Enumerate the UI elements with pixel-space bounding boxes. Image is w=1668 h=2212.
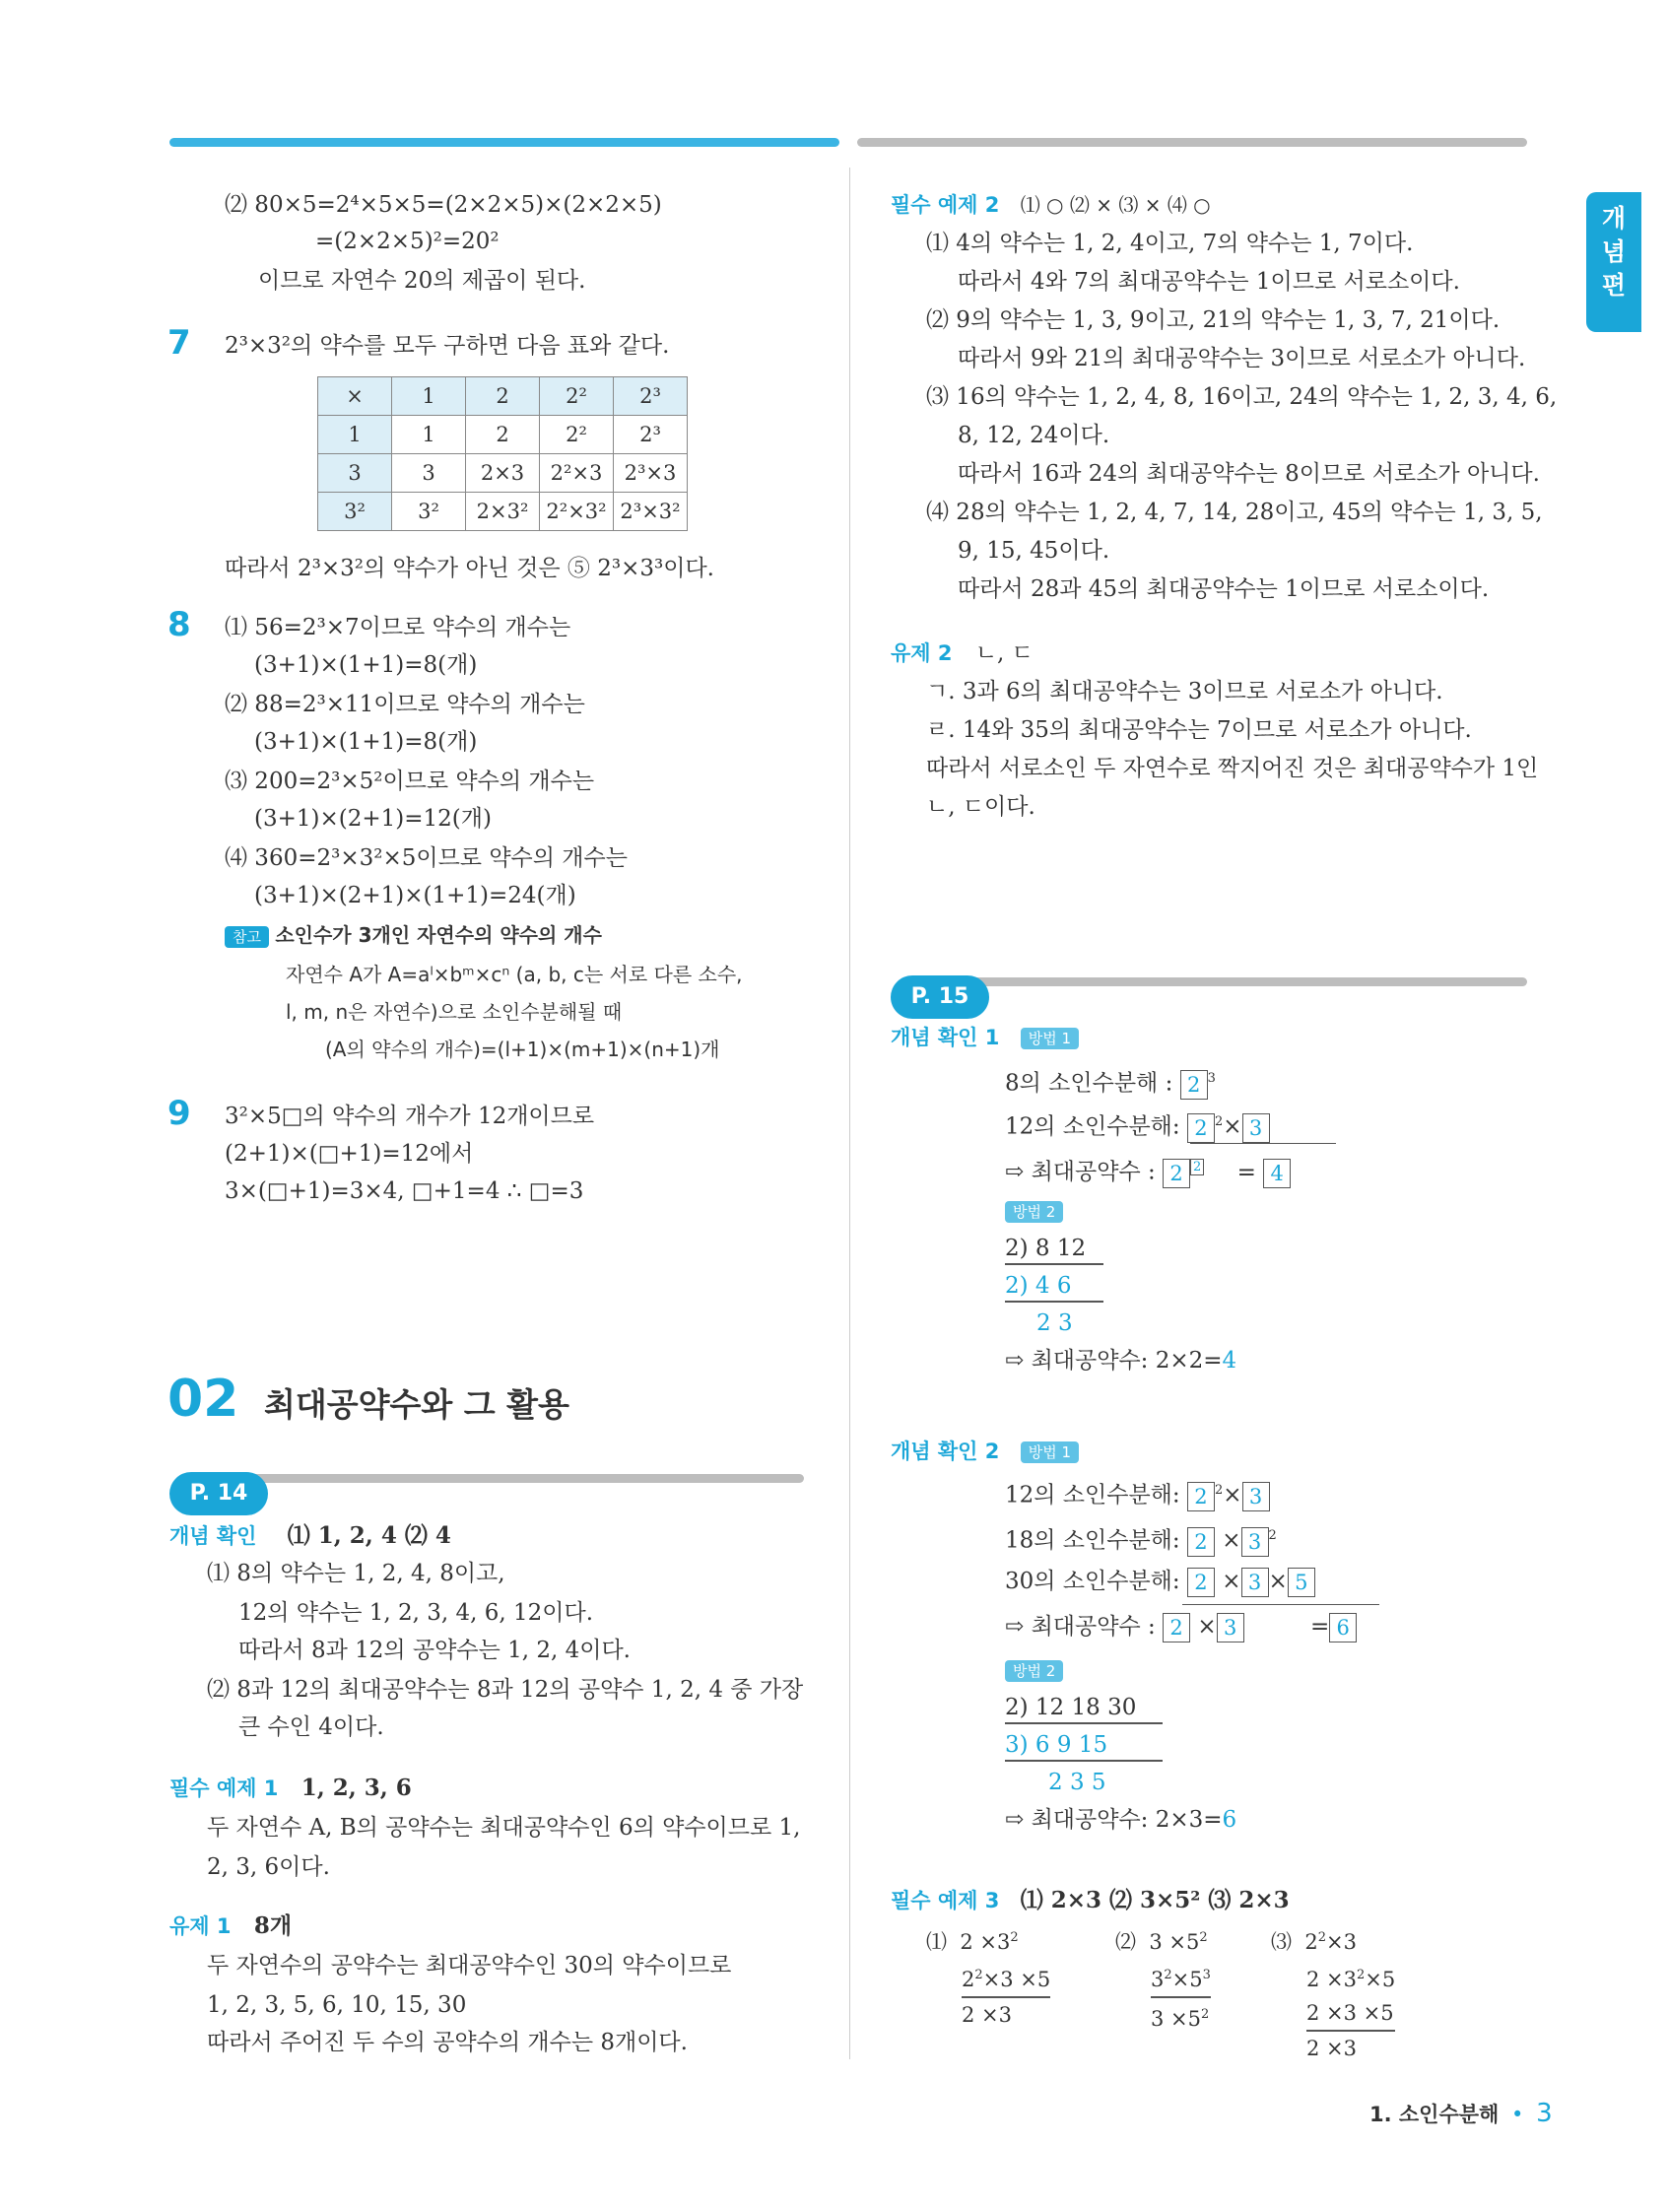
p6-line-3: 이므로 자연수 20의 제곱이 된다.	[258, 268, 586, 294]
c1-result-value: 4	[1222, 1348, 1237, 1374]
c1-div-3: 2 3	[1036, 1310, 1073, 1336]
c2-method1: 방법 1	[1021, 1441, 1079, 1463]
ex3-work-3: ⑶ $2^2\times 3$ $2 \times 3^2\times 5$ 2 ×3 ×5 2 ×3	[1271, 1930, 1396, 2060]
sim1-header	[169, 1911, 292, 1941]
sim2-line-3: 따라서 서로소인 두 자연수로 짝지어진 것은 최대공약수가 1인	[926, 756, 1539, 781]
c1-box: 2	[1163, 1159, 1190, 1188]
c2-label: 개념 확인 2	[891, 1440, 1000, 1463]
ex1-label: 필수 예제 1	[169, 1776, 279, 1800]
concept-label: 개념 확인	[169, 1524, 257, 1548]
ex1-line-2: 2, 3, 6이다.	[207, 1854, 330, 1880]
q8-line-6: (3+1)×(2+1)=12(개)	[254, 806, 492, 832]
c2-result	[1005, 1805, 1236, 1835]
divisor-table: × 1 2 2² 2³ 1 1 2 2² 2³ 3 3 2×3 2²×3 2³×3 3² 3² 2×3² 2²×3² 2³×3²	[317, 376, 688, 531]
p15-bar	[966, 977, 1527, 986]
ex2-line-7: 따라서 16과 24의 최대공약수는 8이므로 서로소가 아니다.	[958, 461, 1540, 487]
note-line-3: (A의 약수의 개수)=(l+1)×(m+1)×(n+1)개	[325, 1038, 720, 1061]
ex3-answer: ⑴ 2×3 ⑵ 3×5² ⑶ 2×3	[1020, 1887, 1290, 1913]
c2-div-1: 2) 12 18 30	[1005, 1693, 1163, 1724]
q8-line-2: (3+1)×(1+1)=8(개)	[254, 652, 478, 678]
q9-line-3: 3×(□+1)=3×4, □+1=4 ∴ □=3	[225, 1178, 584, 1204]
c2-answer-box: 6	[1329, 1613, 1357, 1642]
ex1-answer: 1, 2, 3, 6	[300, 1775, 412, 1801]
c2-row-3: 30의 소인수분해: 2 × 3 × 5	[1005, 1567, 1315, 1597]
ex3-header	[891, 1886, 1290, 1915]
c2-r1-label: 12의 소인수분해:	[1005, 1482, 1180, 1508]
c1-rule	[1190, 1143, 1336, 1144]
c1-box: 2	[1187, 1113, 1215, 1143]
side-tab-label: 개 념 편	[1601, 204, 1627, 300]
c2-rule	[1182, 1604, 1379, 1605]
ex2-label: 필수 예제 2	[891, 193, 1000, 217]
c2-r3-label: 30의 소인수분해:	[1005, 1569, 1180, 1594]
q8-line-1: ⑴ 56=2³×7이므로 약수의 개수는	[225, 615, 571, 640]
q8-number: 8	[167, 605, 191, 644]
concept-answer: ⑴ 1, 2, 4 ⑵ 4	[287, 1522, 451, 1549]
concept-line-1: ⑴ 8의 약수는 1, 2, 4, 8이고,	[207, 1561, 505, 1586]
c1-row-1: 8의 소인수분해 : 2 $^3$	[1005, 1064, 1216, 1100]
footer: 1. 소인수분해 • 3	[1369, 2099, 1553, 2128]
q9-line-2: (2+1)×(□+1)=12에서	[225, 1141, 474, 1167]
q8-line-3: ⑵ 88=2³×11이므로 약수의 개수는	[225, 692, 585, 717]
ex2-line-1: ⑴ 4의 약수는 1, 2, 4이고, 7의 약수는 1, 7이다.	[926, 231, 1414, 256]
p6-line-1: ⑵ 80×5=2⁴×5×5=(2×2×5)×(2×2×5)	[225, 192, 662, 218]
c2-div-2: 3) 6 9 15	[1005, 1730, 1163, 1762]
ex2-line-6: 8, 12, 24이다.	[958, 423, 1110, 448]
c1-r3-label: ⇨ 최대공약수 :	[1005, 1159, 1156, 1185]
ex2-line-10: 따라서 28과 45의 최대공약수는 1이므로 서로소이다.	[958, 576, 1490, 602]
ex2-header	[891, 190, 1211, 220]
c1-result	[1005, 1346, 1236, 1375]
concept-line-4: ⑵ 8과 12의 최대공약수는 8과 12의 공약수 1, 2, 4 중 가장	[207, 1677, 804, 1703]
sim1-line-3: 따라서 주어진 두 수의 공약수의 개수는 8개이다.	[207, 2030, 688, 2055]
sim2-line-1: ㄱ. 3과 6의 최대공약수는 3이므로 서로소가 아니다.	[926, 679, 1443, 704]
c2-box: 2	[1187, 1568, 1215, 1597]
concept-line-2: 12의 약수는 1, 2, 3, 4, 6, 12이다.	[238, 1600, 594, 1626]
p14-pill: P. 14	[169, 1472, 268, 1515]
sim2-header	[891, 638, 1034, 668]
ex2-line-9: 9, 15, 45이다.	[958, 538, 1110, 564]
q9-number: 9	[167, 1094, 191, 1133]
ex1-header	[169, 1774, 412, 1803]
ex2-answer: ⑴ ○ ⑵ × ⑶ × ⑷ ○	[1020, 193, 1211, 217]
c1-method1: 방법 1	[1021, 1028, 1079, 1049]
ex3-work-1: ⑴ $2 \times 3^2$ $2^2\times 3 \times 5$ 2 ×3	[926, 1930, 1051, 2027]
c2-box: 3	[1242, 1482, 1270, 1511]
sim1-label: 유제 1	[169, 1914, 232, 1938]
c2-r4-label: ⇨ 최대공약수 :	[1005, 1614, 1156, 1640]
c2-box: 2	[1187, 1482, 1215, 1511]
c2-row-4: ⇨ 최대공약수 : 2 × 3 = 6	[1005, 1612, 1357, 1642]
q7-intro: 2³×3²의 약수를 모두 구하면 다음 표와 같다.	[225, 333, 670, 359]
c1-equals: =	[1236, 1159, 1256, 1185]
ex1-line-1: 두 자연수 A, B의 공약수는 최대공약수인 6의 약수이므로 1,	[207, 1815, 801, 1841]
q8-line-7: ⑷ 360=2³×3²×5이므로 약수의 개수는	[225, 845, 628, 871]
c1-box: 2	[1180, 1070, 1208, 1100]
concept-header	[169, 1521, 451, 1551]
top-bar-right	[857, 138, 1527, 147]
c2-box: 3	[1217, 1613, 1244, 1642]
c1-answer-box: 4	[1263, 1159, 1291, 1188]
c2-result-value: 6	[1222, 1807, 1237, 1833]
q9-line-1: 3²×5□의 약수의 개수가 12개이므로	[225, 1104, 595, 1129]
ex2-line-4: 따라서 9와 21의 최대공약수는 3이므로 서로소가 아니다.	[958, 346, 1526, 371]
q8-line-5: ⑶ 200=2³×5²이므로 약수의 개수는	[225, 769, 595, 794]
q8-line-8: (3+1)×(2+1)×(1+1)=24(개)	[254, 883, 576, 908]
ex3-work-2: ⑵ $3 \times 5^2$ $3^2\times 5^3$ $3 \times 5^2$	[1115, 1930, 1211, 2031]
note-line-1: 자연수 A가 A=aˡ×bᵐ×cⁿ (a, b, c는 서로 다른 소수,	[286, 963, 743, 986]
c2-method2-tag	[1005, 1655, 1063, 1685]
section-title: 최대공약수와 그 활용	[264, 1385, 569, 1424]
c1-method2-tag	[1005, 1196, 1063, 1226]
footer-chapter: 1. 소인수분해	[1369, 2103, 1500, 2126]
section-number: 02	[167, 1370, 239, 1429]
ex2-line-8: ⑷ 28의 약수는 1, 2, 4, 7, 14, 28이고, 45의 약수는 1, 3, 5,	[926, 500, 1543, 525]
c2-box: 3	[1241, 1527, 1269, 1557]
p14-bar	[246, 1474, 804, 1483]
ex3-label: 필수 예제 3	[891, 1889, 1000, 1912]
c2-r2-label: 18의 소인수분해:	[1005, 1527, 1180, 1554]
c1-result-text: ⇨ 최대공약수: 2×2=	[1005, 1348, 1223, 1374]
q8-note-header	[225, 920, 602, 950]
c1-div-2: 2) 4 6	[1005, 1271, 1103, 1303]
c2-div-3: 2 3 5	[1048, 1770, 1106, 1795]
top-bar-left	[169, 138, 839, 147]
sim2-label: 유제 2	[891, 641, 953, 665]
c2-box: 2	[1187, 1527, 1215, 1557]
note-line-2: l, m, n은 자연수)으로 소인수분해될 때	[286, 1000, 623, 1024]
ex2-line-5: ⑶ 16의 약수는 1, 2, 4, 8, 16이고, 24의 약수는 1, 2, 3, 4, 6,	[926, 384, 1558, 410]
c2-header	[891, 1437, 1079, 1466]
concept-line-5: 큰 수인 4이다.	[238, 1714, 384, 1740]
q7-number: 7	[167, 323, 191, 363]
c1-label: 개념 확인 1	[891, 1026, 1000, 1049]
c1-r1-label: 8의 소인수분해 :	[1005, 1070, 1173, 1097]
column-divider	[849, 168, 850, 2059]
note-tag: 참고	[225, 926, 269, 948]
concept-line-3: 따라서 8과 12의 공약수는 1, 2, 4이다.	[238, 1638, 631, 1663]
sim1-answer: 8개	[253, 1912, 293, 1939]
c1-method2: 방법 2	[1005, 1201, 1063, 1223]
footer-page-number: 3	[1536, 2099, 1553, 2128]
ex2-line-2: 따라서 4와 7의 최대공약수는 1이므로 서로소이다.	[958, 269, 1460, 295]
p6-line-2: =(2×2×5)²=20²	[315, 229, 500, 254]
note-title: 소인수가 3개인 자연수의 약수의 개수	[275, 923, 602, 947]
c1-header	[891, 1023, 1079, 1052]
c2-method2: 방법 2	[1005, 1660, 1063, 1682]
c2-result-text: ⇨ 최대공약수: 2×3=	[1005, 1807, 1223, 1833]
ex2-line-3: ⑵ 9의 약수는 1, 3, 9이고, 21의 약수는 1, 3, 7, 21이다.	[926, 307, 1501, 333]
sim1-line-2: 1, 2, 3, 5, 6, 10, 15, 30	[207, 1992, 467, 2018]
sim2-line-4: ㄴ, ㄷ이다.	[926, 794, 1035, 820]
p15-pill: P. 15	[891, 975, 989, 1019]
c2-box: 5	[1288, 1568, 1315, 1597]
c1-r2-label: 12의 소인수분해:	[1005, 1113, 1180, 1140]
c1-row-2: 12의 소인수분해: 2 $^2$× 3	[1005, 1107, 1270, 1143]
c2-row-2: 18의 소인수분해: 2 × 3 $^2$	[1005, 1521, 1277, 1557]
c2-row-1: 12의 소인수분해: 2 $^2$× 3	[1005, 1476, 1270, 1511]
c1-row-3: ⇨ 최대공약수 : 2 $^2$ = 4	[1005, 1153, 1291, 1188]
sim2-answer: ㄴ, ㄷ	[974, 640, 1034, 666]
c2-box: 2	[1163, 1613, 1190, 1642]
sim2-line-2: ㄹ. 14와 35의 최대공약수는 7이므로 서로소가 아니다.	[926, 717, 1472, 743]
q7-conclusion: 따라서 2³×3²의 약수가 아닌 것은 ⑤ 2³×3³이다.	[225, 556, 714, 581]
q8-line-4: (3+1)×(1+1)=8(개)	[254, 729, 478, 755]
c1-div-1: 2) 8 12	[1005, 1234, 1103, 1265]
sim1-line-1: 두 자연수의 공약수는 최대공약수인 30의 약수이므로	[207, 1953, 732, 1978]
side-tab[interactable]	[1586, 192, 1641, 332]
c1-box: 3	[1242, 1113, 1270, 1143]
c2-box: 3	[1241, 1568, 1269, 1597]
